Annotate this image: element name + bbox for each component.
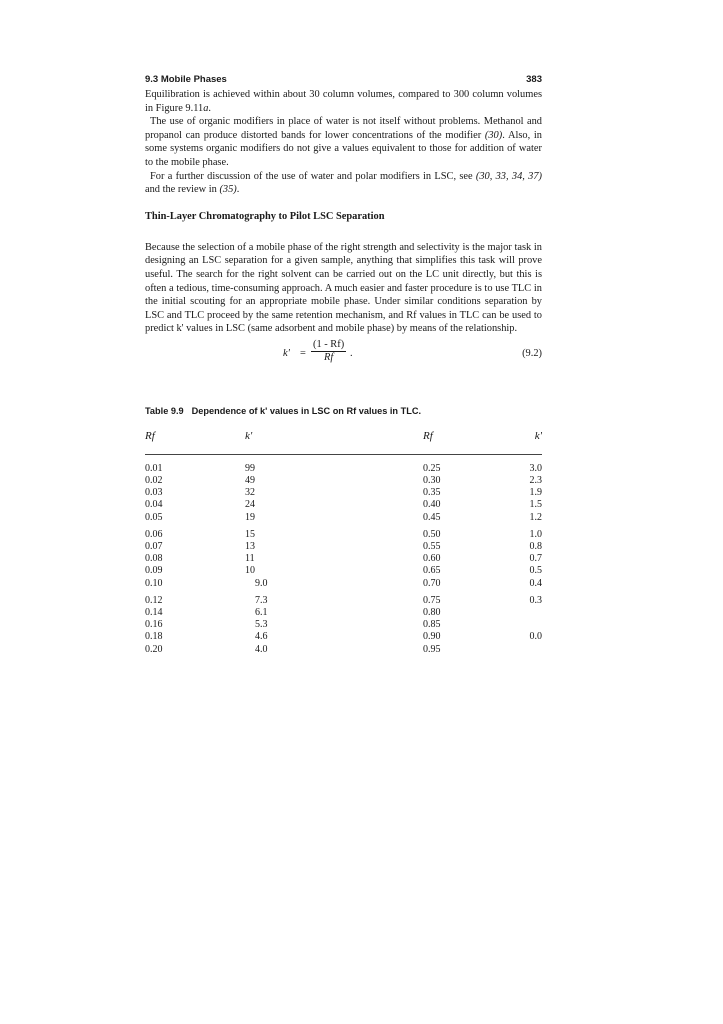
cell-rf-left: 0.18 (145, 631, 163, 643)
equation-lhs: k' (283, 347, 290, 359)
cell-k-left: 11 (245, 553, 255, 565)
cell-rf-left: 0.05 (145, 511, 163, 523)
cell-rf-left: 0.10 (145, 577, 163, 589)
equation-number: (9.2) (522, 347, 542, 359)
cell-k-left: 4.6 (255, 631, 268, 643)
cell-k-right: 0.5 (529, 565, 542, 577)
cell-rf-left: 0.03 (145, 487, 163, 499)
table-caption (145, 405, 542, 417)
table-row (145, 529, 542, 541)
cell-rf-left: 0.01 (145, 462, 163, 474)
cell-rf-right: 0.60 (423, 553, 441, 565)
cell-k-right: 2.3 (529, 475, 542, 487)
table-row-group (145, 595, 542, 656)
cell-rf-left: 0.09 (145, 565, 163, 577)
table-caption-text: Dependence of k' values in LSC on Rf values in TLC. (191, 405, 422, 416)
cell-k-right: 0.0 (529, 631, 542, 643)
cell-rf-left: 0.12 (145, 594, 163, 606)
table-row (145, 607, 542, 619)
equation-9-2 (145, 338, 542, 372)
cell-k-right: 1.9 (529, 487, 542, 499)
table-9-9 (145, 430, 542, 656)
table-row (145, 578, 542, 590)
section-paragraph: Because the selection of a mobile phase of the right strength and selectivity is the major task in designing an LSC separation for a given sample, anything that simplifies this task will prove useful. The search for the right solvent can be carried out on the LC unit directly, but this is often a tedious, time-consuming approach. A much easier and faster procedure is to use TLC in the initial scouting for an appropriate mobile phase. Under similar conditions separation by LSC and TLC proceed by the same retention mechanism, and Rf values in TLC can be used to predict k' values in LSC (same adsorbent and mobile phase) by means of the relationship. (145, 241, 542, 335)
header-k-1: k' (245, 429, 253, 442)
table-row (145, 499, 542, 511)
cell-k-left: 13 (245, 541, 255, 553)
cell-rf-right: 0.45 (423, 511, 441, 523)
table-rule (145, 454, 542, 455)
section-title: Thin-Layer Chromatography to Pilot LSC Separation (145, 210, 385, 222)
cell-rf-left: 0.08 (145, 553, 163, 565)
paragraph-1: Equilibration is achieved within about 30 column volumes, compared to 300 column volumes in Figure 9.11a. (145, 89, 542, 114)
cell-rf-right: 0.90 (423, 631, 441, 643)
table-label: Table 9.9 (145, 405, 184, 416)
cell-k-left: 10 (245, 565, 255, 577)
cell-rf-right: 0.80 (423, 606, 441, 618)
cell-rf-right: 0.70 (423, 577, 441, 589)
equation-trailing: . (350, 347, 353, 359)
header-rf-1: Rf (145, 429, 155, 442)
cell-rf-right: 0.65 (423, 565, 441, 577)
paragraph-3: For a further discussion of the use of water and polar modifiers in LSC, see (30, 33, 34, 37) and the review in (35). (145, 170, 542, 196)
table-row (145, 463, 542, 475)
cell-rf-right: 0.50 (423, 528, 441, 540)
page-number: 383 (526, 74, 542, 85)
cell-rf-left: 0.04 (145, 499, 163, 511)
cell-k-left: 9.0 (255, 577, 268, 589)
table-row (145, 553, 542, 565)
cell-k-right: 0.7 (529, 553, 542, 565)
paragraph-2: The use of organic modifiers in place of water is not itself without problems. Methanol and propanol can produce distorted bands for lower concentrations of the modifier (30). Also, in some systems organic modifiers do not give a values equivalent to those for addition of water to the mobile phase. (145, 116, 542, 168)
cell-k-right: 0.8 (529, 541, 542, 553)
cell-rf-left: 0.07 (145, 541, 163, 553)
running-header (145, 72, 542, 88)
table-body (145, 463, 542, 656)
cell-k-left: 7.3 (255, 594, 268, 606)
cell-k-left: 15 (245, 528, 255, 540)
cell-rf-right: 0.95 (423, 643, 441, 655)
equation-fraction (311, 339, 346, 364)
cell-rf-right: 0.85 (423, 619, 441, 631)
table-row (145, 631, 542, 643)
cell-rf-left: 0.20 (145, 643, 163, 655)
equation-denominator: Rf (323, 351, 334, 363)
equation-numerator: (1 - Rf) (313, 338, 345, 350)
table-row (145, 595, 542, 607)
table-row (145, 541, 542, 553)
table-row (145, 619, 542, 631)
cell-rf-right: 0.25 (423, 462, 441, 474)
cell-k-left: 49 (245, 475, 255, 487)
cell-k-right: 0.3 (529, 594, 542, 606)
cell-k-right: 1.2 (529, 511, 542, 523)
section-heading: 9.3 Mobile Phases (145, 74, 227, 85)
header-rf-2: Rf (423, 429, 433, 442)
equation-equals: = (300, 347, 306, 359)
cell-rf-right: 0.40 (423, 499, 441, 511)
cell-k-left: 6.1 (255, 606, 268, 618)
cell-rf-left: 0.02 (145, 475, 163, 487)
cell-k-left: 19 (245, 511, 255, 523)
cell-rf-right: 0.75 (423, 594, 441, 606)
table-row-group (145, 529, 542, 590)
cell-k-right: 1.5 (529, 499, 542, 511)
table-row (145, 565, 542, 577)
cell-k-left: 32 (245, 487, 255, 499)
cell-k-left: 4.0 (255, 643, 268, 655)
table-row-group (145, 463, 542, 524)
table-header-row (145, 430, 542, 450)
book-page (145, 72, 542, 661)
cell-rf-left: 0.06 (145, 528, 163, 540)
header-k-2: k' (534, 429, 542, 442)
table-row (145, 512, 542, 524)
table-row (145, 487, 542, 499)
cell-k-right: 3.0 (529, 462, 542, 474)
cell-rf-left: 0.16 (145, 619, 163, 631)
table-row (145, 644, 542, 656)
cell-rf-right: 0.30 (423, 475, 441, 487)
cell-rf-left: 0.14 (145, 606, 163, 618)
table-row (145, 475, 542, 487)
cell-rf-right: 0.35 (423, 487, 441, 499)
cell-k-right: 1.0 (529, 528, 542, 540)
cell-k-left: 99 (245, 462, 255, 474)
cell-k-right: 0.4 (529, 577, 542, 589)
cell-k-left: 5.3 (255, 619, 268, 631)
cell-k-left: 24 (245, 499, 255, 511)
cell-rf-right: 0.55 (423, 541, 441, 553)
